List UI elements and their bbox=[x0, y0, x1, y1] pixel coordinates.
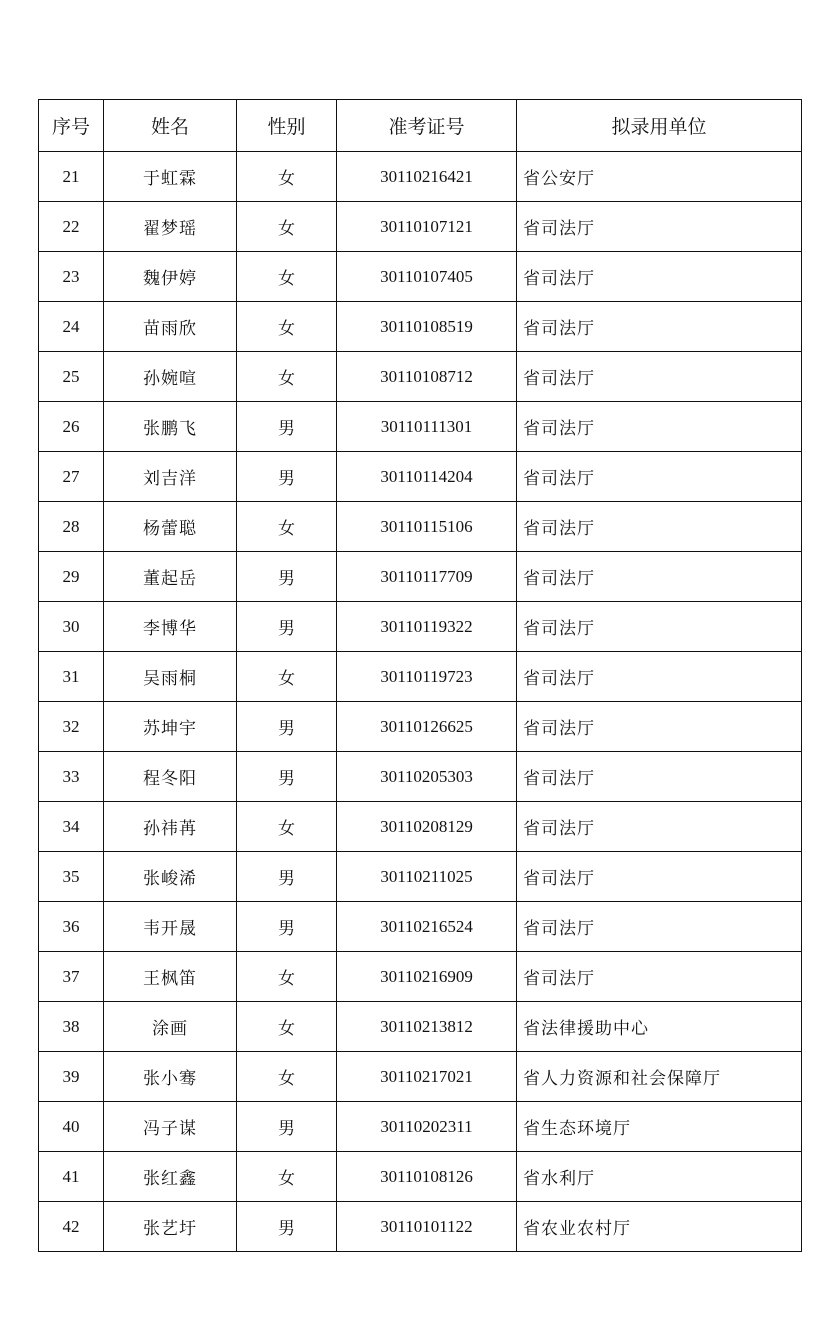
cell-seq: 41 bbox=[39, 1152, 104, 1202]
roster-table bbox=[38, 99, 802, 1252]
cell-ticket-number: 30110108126 bbox=[337, 1152, 517, 1202]
cell-gender: 女 bbox=[237, 952, 337, 1002]
table-row bbox=[39, 1152, 802, 1202]
cell-hiring-unit: 省司法厅 bbox=[517, 202, 802, 252]
cell-name: 张红鑫 bbox=[104, 1152, 237, 1202]
table-row bbox=[39, 1052, 802, 1102]
cell-ticket-number: 30110205303 bbox=[337, 752, 517, 802]
table-row bbox=[39, 402, 802, 452]
table-row bbox=[39, 202, 802, 252]
cell-seq: 26 bbox=[39, 402, 104, 452]
cell-hiring-unit: 省农业农村厅 bbox=[517, 1202, 802, 1252]
cell-hiring-unit: 省司法厅 bbox=[517, 252, 802, 302]
cell-hiring-unit: 省司法厅 bbox=[517, 802, 802, 852]
cell-ticket-number: 30110101122 bbox=[337, 1202, 517, 1252]
table-body bbox=[39, 152, 802, 1252]
cell-name: 张峻浠 bbox=[104, 852, 237, 902]
header-ticket-number: 准考证号 bbox=[337, 100, 517, 152]
cell-gender: 男 bbox=[237, 852, 337, 902]
cell-hiring-unit: 省司法厅 bbox=[517, 702, 802, 752]
cell-hiring-unit: 省司法厅 bbox=[517, 352, 802, 402]
table-row bbox=[39, 902, 802, 952]
cell-seq: 42 bbox=[39, 1202, 104, 1252]
cell-hiring-unit: 省水利厅 bbox=[517, 1152, 802, 1202]
cell-ticket-number: 30110213812 bbox=[337, 1002, 517, 1052]
cell-hiring-unit: 省司法厅 bbox=[517, 552, 802, 602]
header-row bbox=[39, 100, 802, 152]
cell-ticket-number: 30110126625 bbox=[337, 702, 517, 752]
cell-seq: 32 bbox=[39, 702, 104, 752]
cell-seq: 28 bbox=[39, 502, 104, 552]
cell-hiring-unit: 省司法厅 bbox=[517, 452, 802, 502]
cell-ticket-number: 30110202311 bbox=[337, 1102, 517, 1152]
cell-hiring-unit: 省公安厅 bbox=[517, 152, 802, 202]
cell-gender: 男 bbox=[237, 702, 337, 752]
cell-hiring-unit: 省司法厅 bbox=[517, 752, 802, 802]
cell-hiring-unit: 省司法厅 bbox=[517, 852, 802, 902]
cell-ticket-number: 30110211025 bbox=[337, 852, 517, 902]
cell-gender: 女 bbox=[237, 252, 337, 302]
cell-gender: 男 bbox=[237, 402, 337, 452]
cell-name: 孙婉喧 bbox=[104, 352, 237, 402]
table-row bbox=[39, 1202, 802, 1252]
cell-name: 苏坤宇 bbox=[104, 702, 237, 752]
cell-gender: 女 bbox=[237, 202, 337, 252]
cell-seq: 22 bbox=[39, 202, 104, 252]
cell-gender: 女 bbox=[237, 1052, 337, 1102]
cell-ticket-number: 30110119723 bbox=[337, 652, 517, 702]
cell-seq: 31 bbox=[39, 652, 104, 702]
cell-seq: 35 bbox=[39, 852, 104, 902]
cell-name: 张鹏飞 bbox=[104, 402, 237, 452]
table-row bbox=[39, 702, 802, 752]
cell-name: 王枫笛 bbox=[104, 952, 237, 1002]
cell-name: 苗雨欣 bbox=[104, 302, 237, 352]
cell-gender: 女 bbox=[237, 802, 337, 852]
cell-seq: 38 bbox=[39, 1002, 104, 1052]
cell-seq: 40 bbox=[39, 1102, 104, 1152]
cell-name: 程冬阳 bbox=[104, 752, 237, 802]
table-row bbox=[39, 802, 802, 852]
cell-seq: 23 bbox=[39, 252, 104, 302]
cell-gender: 女 bbox=[237, 152, 337, 202]
cell-hiring-unit: 省司法厅 bbox=[517, 902, 802, 952]
table-row bbox=[39, 352, 802, 402]
table-row bbox=[39, 652, 802, 702]
table-row bbox=[39, 602, 802, 652]
cell-seq: 34 bbox=[39, 802, 104, 852]
cell-gender: 男 bbox=[237, 902, 337, 952]
cell-name: 韦开晟 bbox=[104, 902, 237, 952]
table-row bbox=[39, 852, 802, 902]
cell-name: 张艺圩 bbox=[104, 1202, 237, 1252]
cell-name: 冯子谋 bbox=[104, 1102, 237, 1152]
cell-ticket-number: 30110111301 bbox=[337, 402, 517, 452]
table-row bbox=[39, 252, 802, 302]
cell-gender: 女 bbox=[237, 352, 337, 402]
cell-ticket-number: 30110117709 bbox=[337, 552, 517, 602]
cell-gender: 男 bbox=[237, 602, 337, 652]
cell-gender: 女 bbox=[237, 1152, 337, 1202]
cell-ticket-number: 30110115106 bbox=[337, 502, 517, 552]
cell-hiring-unit: 省司法厅 bbox=[517, 502, 802, 552]
cell-name: 杨蕾聪 bbox=[104, 502, 237, 552]
cell-ticket-number: 30110216524 bbox=[337, 902, 517, 952]
cell-hiring-unit: 省司法厅 bbox=[517, 302, 802, 352]
cell-ticket-number: 30110217021 bbox=[337, 1052, 517, 1102]
cell-ticket-number: 30110114204 bbox=[337, 452, 517, 502]
cell-ticket-number: 30110108712 bbox=[337, 352, 517, 402]
cell-name: 于虹霖 bbox=[104, 152, 237, 202]
cell-seq: 21 bbox=[39, 152, 104, 202]
cell-gender: 女 bbox=[237, 1002, 337, 1052]
cell-name: 涂画 bbox=[104, 1002, 237, 1052]
cell-name: 李博华 bbox=[104, 602, 237, 652]
table-row bbox=[39, 452, 802, 502]
cell-hiring-unit: 省司法厅 bbox=[517, 952, 802, 1002]
table-row bbox=[39, 152, 802, 202]
cell-name: 吴雨桐 bbox=[104, 652, 237, 702]
table-row bbox=[39, 952, 802, 1002]
table-row bbox=[39, 1002, 802, 1052]
cell-gender: 男 bbox=[237, 452, 337, 502]
cell-seq: 25 bbox=[39, 352, 104, 402]
cell-name: 孙祎苒 bbox=[104, 802, 237, 852]
cell-ticket-number: 30110119322 bbox=[337, 602, 517, 652]
cell-ticket-number: 30110216421 bbox=[337, 152, 517, 202]
cell-ticket-number: 30110208129 bbox=[337, 802, 517, 852]
table-header bbox=[39, 100, 802, 152]
cell-ticket-number: 30110107121 bbox=[337, 202, 517, 252]
cell-gender: 男 bbox=[237, 1102, 337, 1152]
cell-ticket-number: 30110107405 bbox=[337, 252, 517, 302]
cell-name: 翟梦瑶 bbox=[104, 202, 237, 252]
cell-name: 刘吉洋 bbox=[104, 452, 237, 502]
cell-hiring-unit: 省生态环境厅 bbox=[517, 1102, 802, 1152]
cell-seq: 36 bbox=[39, 902, 104, 952]
cell-hiring-unit: 省人力资源和社会保障厅 bbox=[517, 1052, 802, 1102]
cell-gender: 男 bbox=[237, 552, 337, 602]
cell-seq: 27 bbox=[39, 452, 104, 502]
cell-seq: 37 bbox=[39, 952, 104, 1002]
roster-table-container bbox=[38, 99, 801, 1252]
cell-hiring-unit: 省法律援助中心 bbox=[517, 1002, 802, 1052]
cell-name: 董起岳 bbox=[104, 552, 237, 602]
cell-hiring-unit: 省司法厅 bbox=[517, 602, 802, 652]
cell-gender: 男 bbox=[237, 1202, 337, 1252]
cell-gender: 女 bbox=[237, 302, 337, 352]
table-row bbox=[39, 502, 802, 552]
cell-seq: 39 bbox=[39, 1052, 104, 1102]
cell-gender: 女 bbox=[237, 502, 337, 552]
cell-name: 张小骞 bbox=[104, 1052, 237, 1102]
cell-hiring-unit: 省司法厅 bbox=[517, 652, 802, 702]
cell-name: 魏伊婷 bbox=[104, 252, 237, 302]
cell-gender: 女 bbox=[237, 652, 337, 702]
header-hiring-unit: 拟录用单位 bbox=[517, 100, 802, 152]
cell-seq: 30 bbox=[39, 602, 104, 652]
table-row bbox=[39, 752, 802, 802]
cell-hiring-unit: 省司法厅 bbox=[517, 402, 802, 452]
cell-seq: 33 bbox=[39, 752, 104, 802]
header-seq: 序号 bbox=[39, 100, 104, 152]
cell-gender: 男 bbox=[237, 752, 337, 802]
cell-seq: 29 bbox=[39, 552, 104, 602]
cell-ticket-number: 30110216909 bbox=[337, 952, 517, 1002]
table-row bbox=[39, 552, 802, 602]
table-row bbox=[39, 302, 802, 352]
cell-ticket-number: 30110108519 bbox=[337, 302, 517, 352]
cell-seq: 24 bbox=[39, 302, 104, 352]
table-row bbox=[39, 1102, 802, 1152]
header-name: 姓名 bbox=[104, 100, 237, 152]
header-gender: 性别 bbox=[237, 100, 337, 152]
